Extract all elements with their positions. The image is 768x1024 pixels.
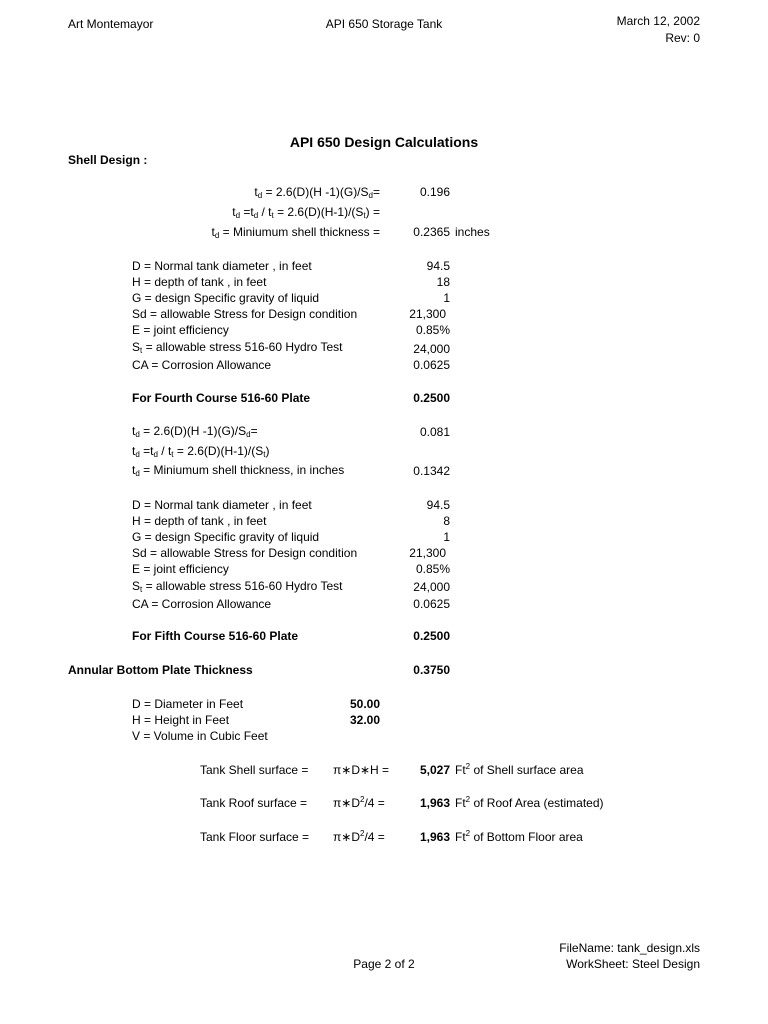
param-value: 0.0625 [413, 597, 450, 611]
param-value: 0.85% [415, 323, 450, 337]
surface-label: Tank Shell surface = [200, 763, 309, 777]
param-label: G = design Specific gravity of liquid [132, 530, 320, 544]
param-label: CA = Corrosion Allowance [132, 597, 272, 611]
param-label-st: $S_t$ = allowable stress 516-60 Hydro Test [132, 340, 343, 355]
param-label: E = joint efficiency [132, 323, 229, 337]
dim-value: 50.00 [349, 697, 380, 711]
param-value: 21,300 [409, 307, 446, 321]
header-author: Art Montemayor [68, 17, 154, 31]
footer-worksheet: WorkSheet: Steel Design [566, 957, 700, 971]
surface-desc: Ft$^2$ of Roof Area (estimated) [455, 795, 604, 810]
param-label: CA = Corrosion Allowance [132, 358, 272, 372]
result-label-fourth-course: For Fourth Course 516-60 Plate [132, 391, 311, 405]
param-value: 94.5 [426, 259, 450, 273]
surface-label: Tank Floor surface = [200, 830, 310, 844]
formula-td-2-value: 0.081 [419, 425, 450, 439]
surface-value: 1,963 [419, 796, 450, 810]
surface-value: 1,963 [419, 830, 450, 844]
param-value: 24,000 [413, 580, 450, 594]
formula-td-1-value: 0.196 [419, 185, 450, 199]
param-value: 18 [436, 275, 450, 289]
param-label: D = Normal tank diameter , in feet [132, 259, 312, 273]
min-thickness-1-value: 0.2365 [413, 225, 450, 239]
formula-td-1: $t_d = 2.6(D)(H$ $-1)(G)/S_d=$ [254, 185, 380, 200]
formula-min-thickness-2: $t_d$ = Miniumum shell thickness, in inches [132, 463, 345, 478]
param-value: 1 [443, 291, 450, 305]
dim-value: 32.00 [349, 713, 380, 727]
min-thickness-1-unit: inches [455, 225, 490, 239]
param-value: 24,000 [413, 342, 450, 356]
param-label: D = Normal tank diameter , in feet [132, 498, 312, 512]
param-value: 0.85% [415, 562, 450, 576]
formula-ratio-1: $t_d =t_d / t_t = 2.6(D)(H-1)/(S_t)$ = [232, 205, 380, 220]
surface-formula: $\pi∗D^2/4$ = [333, 829, 385, 844]
param-value: 94.5 [426, 498, 450, 512]
result-value-fourth-course: 0.2500 [413, 391, 450, 405]
param-value: 21,300 [409, 546, 446, 560]
dim-label: V = Volume in Cubic Feet [132, 729, 268, 743]
formula-td-2: $t_d = 2.6(D)(H$ $-1)(G)/S_d=$ [132, 424, 258, 439]
surface-formula: $\pi∗D^2/4$ = [333, 795, 385, 810]
dim-label: D = Diameter in Feet [132, 697, 244, 711]
header-doc-title: API 650 Storage Tank [325, 17, 443, 31]
header-date: March 12, 2002 [616, 14, 700, 28]
formula-ratio-2: $t_d =t_d / t_t = 2.6(D)(H-1)/(S_t)$ [132, 444, 270, 459]
param-value: 8 [443, 514, 450, 528]
annular-value: 0.3750 [413, 663, 450, 677]
param-label: Sd = allowable Stress for Design condition [132, 546, 358, 560]
annular-label: Annular Bottom Plate Thickness [68, 663, 253, 677]
min-thickness-2-value: 0.1342 [413, 464, 450, 478]
param-label: Sd = allowable Stress for Design condition [132, 307, 358, 321]
param-label: E = joint efficiency [132, 562, 229, 576]
dim-label: H = Height in Feet [132, 713, 230, 727]
param-label: H = depth of tank , in feet [132, 275, 267, 289]
header-rev: Rev: 0 [665, 31, 700, 45]
surface-desc: Ft$^2$ of Shell surface area [455, 762, 584, 777]
param-value: 0.0625 [413, 358, 450, 372]
formula-min-thickness-1: $t_d$ = Miniumum shell thickness = [211, 225, 380, 240]
footer-filename: FileName: tank_design.xls [559, 941, 700, 955]
shell-design-heading: Shell Design : [68, 153, 148, 167]
param-label: G = design Specific gravity of liquid [132, 291, 320, 305]
footer-page-number: Page 2 of 2 [353, 957, 415, 971]
page-title: API 650 Design Calculations [289, 134, 479, 150]
param-label-st: $S_t$ = allowable stress 516-60 Hydro Test [132, 579, 343, 594]
surface-desc: Ft$^2$ of Bottom Floor area [455, 829, 583, 844]
surface-label: Tank Roof surface = [200, 796, 308, 810]
param-value: 1 [443, 530, 450, 544]
surface-value: 5,027 [419, 763, 450, 777]
result-value-fifth-course: 0.2500 [413, 629, 450, 643]
param-label: H = depth of tank , in feet [132, 514, 267, 528]
result-label-fifth-course: For Fifth Course 516-60 Plate [132, 629, 299, 643]
surface-formula: π∗D∗H = [333, 763, 390, 777]
